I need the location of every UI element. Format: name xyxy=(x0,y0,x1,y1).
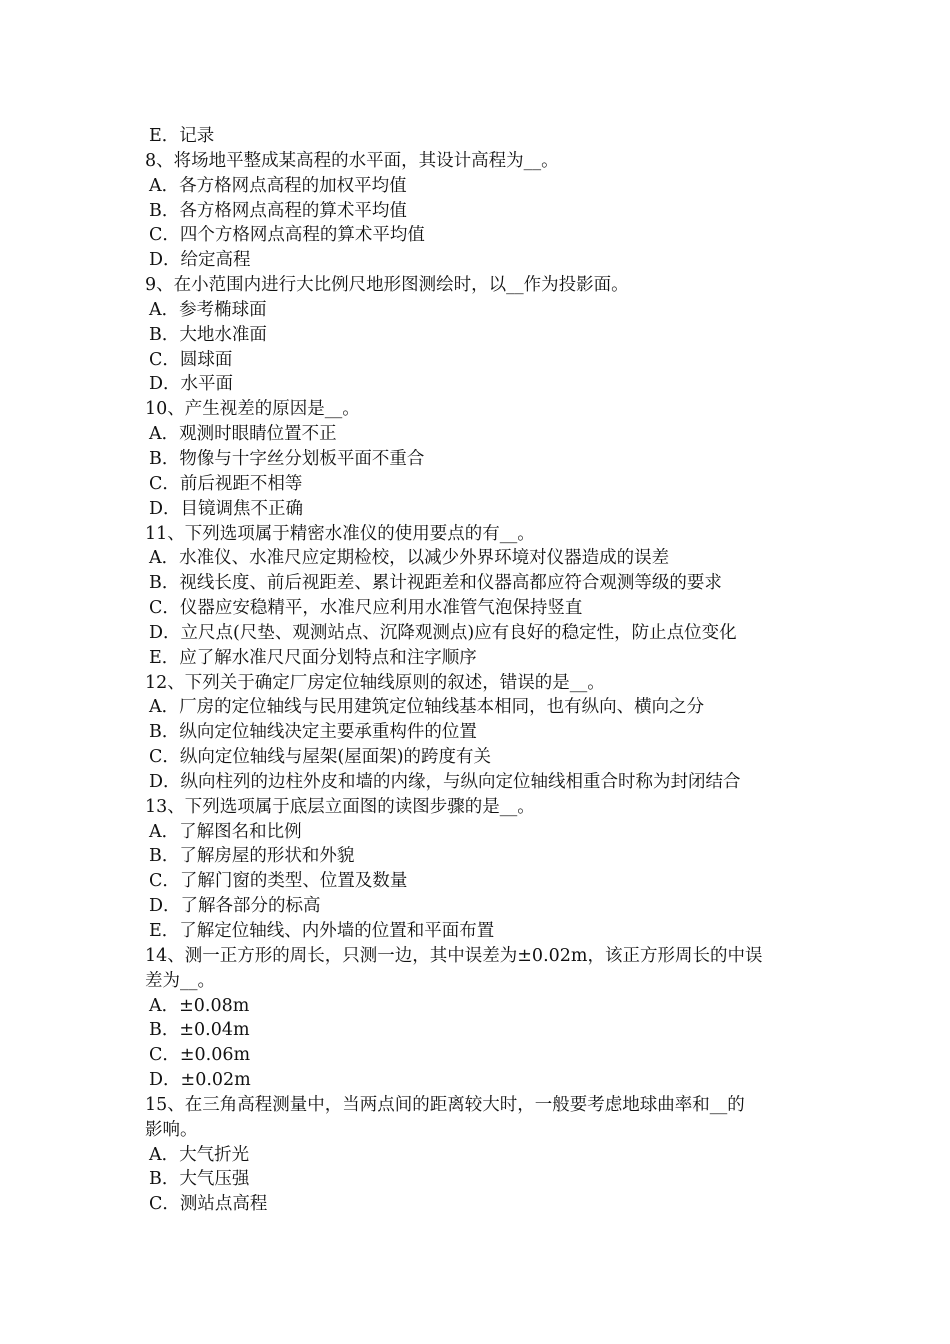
option-e: E．应了解水准尺尺面分划特点和注字顺序 xyxy=(149,647,477,668)
option-b: B．±0.04m xyxy=(149,1020,250,1041)
question-11: 11、下列选项属于精密水准仪的使用要点的有__。 xyxy=(145,523,535,544)
option-b: B．大气压强 xyxy=(149,1169,250,1190)
option-b: B．各方格网点高程的算术平均值 xyxy=(149,200,407,221)
question-list xyxy=(145,124,813,1217)
option-c: C．圆球面 xyxy=(149,349,233,370)
question-10: 10、产生视差的原因是__。 xyxy=(145,399,360,420)
option-c: C．前后视距不相等 xyxy=(149,473,303,494)
option-a: A．参考椭球面 xyxy=(149,299,267,320)
question-13: 13、下列选项属于底层立面图的读图步骤的是__。 xyxy=(145,796,535,817)
question-8: 8、将场地平整成某高程的水平面，其设计高程为__。 xyxy=(145,150,559,171)
option-b: B．纵向定位轴线决定主要承重构件的位置 xyxy=(149,722,477,743)
option-a: A．水准仪、水准尺应定期检校，以减少外界环境对仪器造成的误差 xyxy=(149,548,670,569)
option-a: A．大气折光 xyxy=(149,1144,250,1165)
option-e: E．了解定位轴线、内外墙的位置和平面布置 xyxy=(149,921,495,941)
option-d: D．了解各部分的标高 xyxy=(149,896,321,917)
option-b: B．物像与十字丝分划板平面不重合 xyxy=(149,448,425,469)
option-c: C．仪器应安稳精平，水准尺应利用水准管气泡保持竖直 xyxy=(149,598,583,619)
option-c: C．四个方格网点高程的算术平均值 xyxy=(149,225,425,246)
question-15-continued: 影响。 xyxy=(145,1119,198,1140)
question-12: 12、下列关于确定厂房定位轴线原则的叙述，错误的是__。 xyxy=(145,672,605,693)
option-b: B．大地水准面 xyxy=(149,324,267,345)
option-b: B．视线长度、前后视距差、累计视距差和仪器高都应符合观测等级的要求 xyxy=(149,573,722,594)
option-a: A．±0.08m xyxy=(149,995,250,1016)
option-c: C．了解门窗的类型、位置及数量 xyxy=(149,871,408,892)
option-a: A．各方格网点高程的加权平均值 xyxy=(149,175,407,196)
option-c: C．测站点高程 xyxy=(149,1194,268,1215)
option-a: A．观测时眼睛位置不正 xyxy=(149,424,337,445)
option-d: D．水平面 xyxy=(149,374,234,395)
option-e: E．记录 xyxy=(149,126,215,146)
question-15: 15、在三角高程测量中，当两点间的距离较大时，一般要考虑地球曲率和__的 xyxy=(145,1094,745,1115)
option-b: B．了解房屋的形状和外貌 xyxy=(149,846,355,867)
option-a: A．厂房的定位轴线与民用建筑定位轴线基本相同，也有纵向、横向之分 xyxy=(149,697,705,718)
option-a: A．了解图名和比例 xyxy=(149,821,302,842)
option-c: C．±0.06m xyxy=(149,1045,251,1066)
option-d: D．纵向柱列的边柱外皮和墙的内缘，与纵向定位轴线相重合时称为封闭结合 xyxy=(149,771,741,792)
option-d: D．给定高程 xyxy=(149,250,251,271)
question-14-continued: 差为__。 xyxy=(145,970,215,991)
option-d: D．±0.02m xyxy=(149,1070,251,1091)
question-9: 9、在小范围内进行大比例尺地形图测绘时，以__作为投影面。 xyxy=(145,275,629,296)
option-d: D．目镜调焦不正确 xyxy=(149,498,304,519)
option-c: C．纵向定位轴线与屋架(屋面架)的跨度有关 xyxy=(149,747,492,768)
question-14: 14、测一正方形的周长，只测一边，其中误差为±0.02m，该正方形周长的中误 xyxy=(145,945,763,966)
option-d: D．立尺点(尺垫、观测站点、沉降观测点)应有良好的稳定性，防止点位变化 xyxy=(149,622,737,643)
